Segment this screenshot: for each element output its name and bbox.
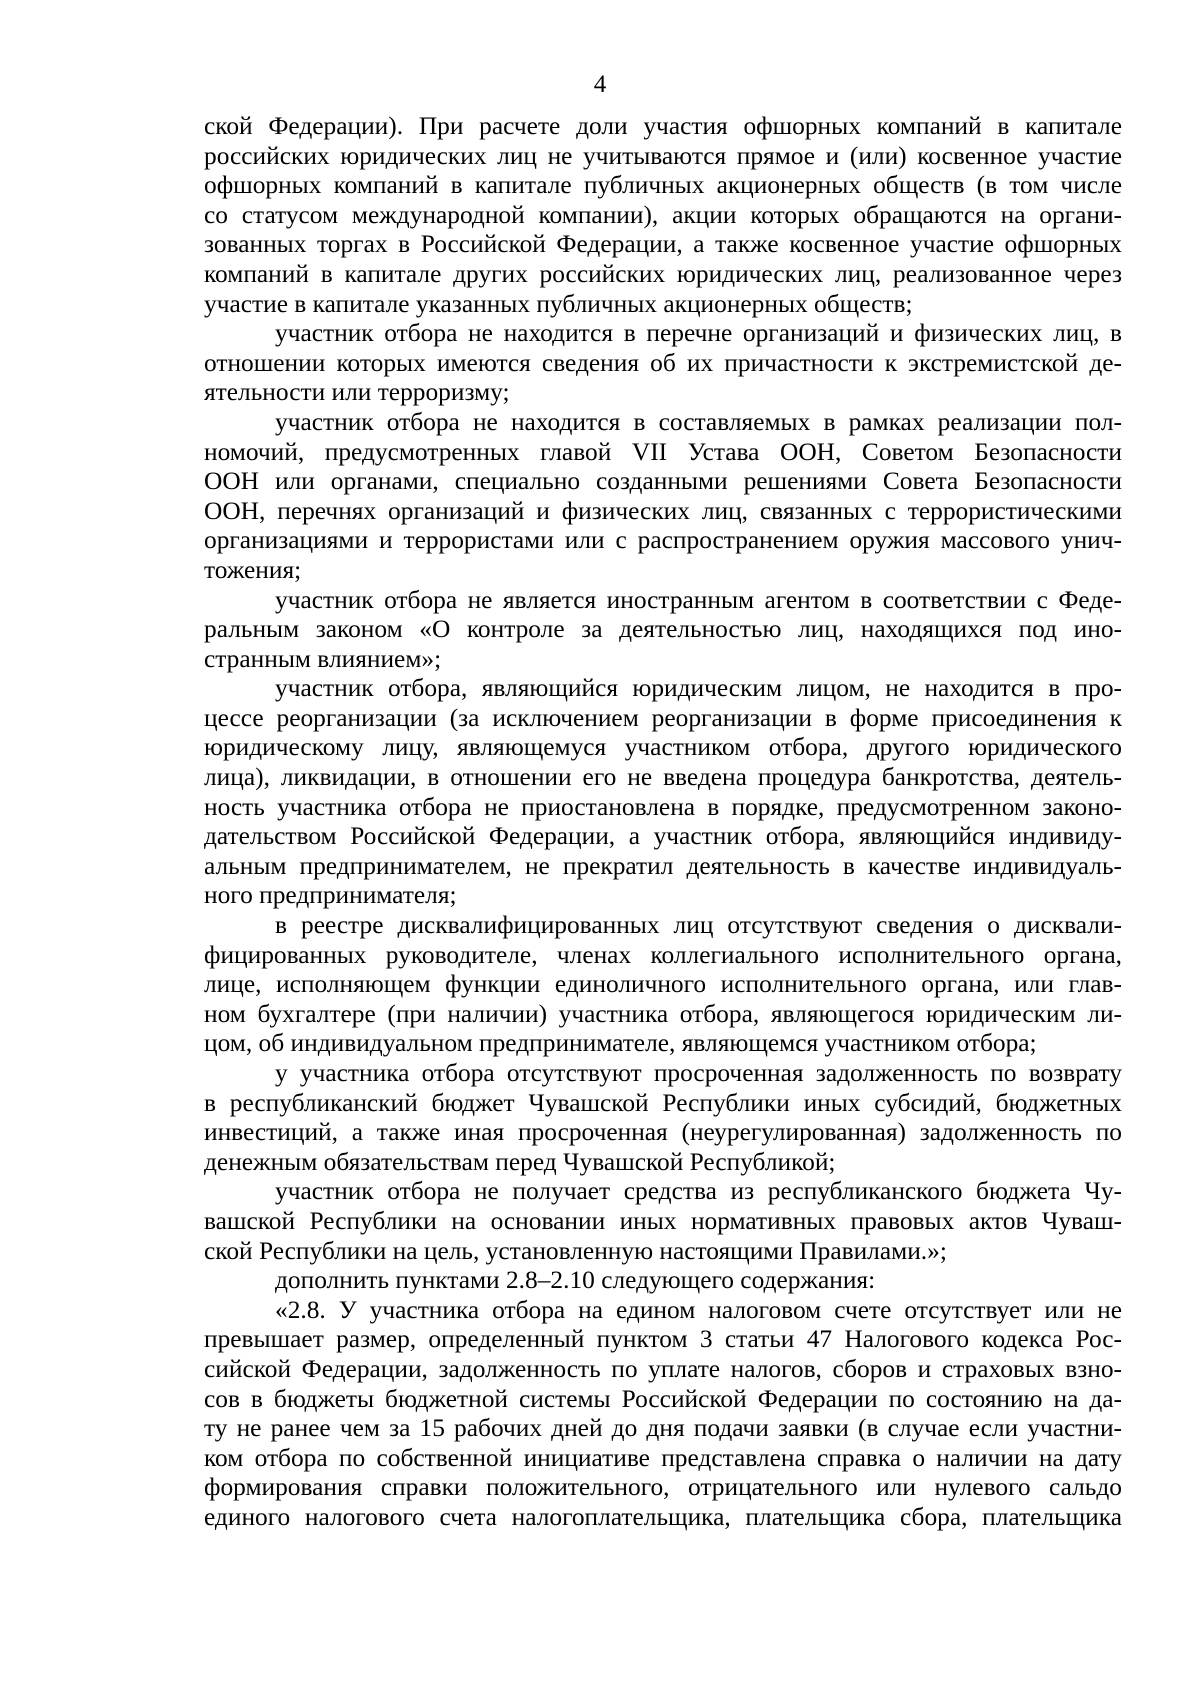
text-line: единого налогового счета налогоплательщика, плательщика сбора, плательщика bbox=[204, 1502, 1122, 1531]
text-line: вашской Республики на основании иных нормативных правовых актов Чуваш- bbox=[204, 1206, 1122, 1235]
text-line: формирования справки положительного, отрицательного или нулевого сальдо bbox=[204, 1473, 1122, 1502]
text-line: участник отбора, являющийся юридическим лицом, не находится в про- bbox=[275, 674, 1122, 703]
text-line: ской Республики на цель, установленную настоящими Правилами.»; bbox=[204, 1236, 947, 1265]
text-line: ятельности или терроризму; bbox=[204, 378, 510, 407]
text-line: альным предпринимателем, не прекратил деятельность в качестве индивидуаль- bbox=[204, 851, 1122, 880]
text-line: организациями и террористами или с распространением оружия массового унич- bbox=[204, 526, 1122, 555]
text-line: ком отбора по собственной инициативе представлена справка о наличии на дату bbox=[204, 1443, 1122, 1472]
text-line: «2.8. У участника отбора на едином налоговом счете отсутствует или не bbox=[275, 1295, 1122, 1324]
text-line: ном бухгалтере (при наличии) участника отбора, являющегося юридическим ли- bbox=[204, 999, 1122, 1028]
text-line: участник отбора не находится в перечне организаций и физических лиц, в bbox=[275, 319, 1122, 348]
text-line: ООН или органами, специально созданными решениями Совета Безопасности bbox=[204, 467, 1122, 496]
text-line: ность участника отбора не приостановлена в порядке, предусмотренном законо- bbox=[204, 792, 1122, 821]
text-line: лице, исполняющем функции единоличного исполнительного органа, или глав- bbox=[204, 970, 1122, 999]
text-line: участие в капитале указанных публичных акционерных обществ; bbox=[204, 289, 913, 318]
text-line: ральным законом «О контроле за деятельностью лиц, находящихся под ино- bbox=[204, 615, 1122, 644]
text-line: юридическому лицу, являющемуся участником отбора, другого юридического bbox=[204, 733, 1122, 762]
text-line: ской Федерации). При расчете доли участия офшорных компаний в капитале bbox=[204, 112, 1122, 140]
text-line: у участника отбора отсутствуют просроченная задолженность по возврату bbox=[275, 1059, 1122, 1087]
text-line: дательством Российской Федерации, а участник отбора, являющийся индивиду- bbox=[204, 822, 1122, 851]
text-line: номочий, предусмотренных главой VII Устава ООН, Советом Безопасности bbox=[204, 437, 1122, 466]
text-line: отношении которых имеются сведения об их причастности к экстремистской де- bbox=[204, 348, 1122, 377]
text-line: со статусом международной компании), акции которых обращаются на органи- bbox=[204, 200, 1122, 229]
text-line: участник отбора не находится в составляемых в рамках реализации пол- bbox=[275, 407, 1122, 436]
text-line: странным влиянием»; bbox=[204, 644, 442, 673]
document-body bbox=[204, 112, 1122, 1533]
text-line: тожения; bbox=[204, 555, 302, 584]
text-line: дополнить пунктами 2.8–2.10 следующего содержания: bbox=[275, 1266, 876, 1295]
text-line: ООН, перечнях организаций и физических лиц, связанных с террористическими bbox=[204, 496, 1122, 525]
text-line: в республиканский бюджет Чувашской Республики иных субсидий, бюджетных bbox=[204, 1088, 1122, 1117]
text-line: участник отбора не является иностранным агентом в соответствии с Феде- bbox=[275, 585, 1122, 614]
text-line: компаний в капитале других российских юридических лиц, реализованное через bbox=[204, 259, 1122, 288]
text-line: лица), ликвидации, в отношении его не введена процедура банкротства, деятель- bbox=[204, 763, 1122, 792]
text-line: офшорных компаний в капитале публичных акционерных обществ (в том числе bbox=[204, 171, 1122, 200]
text-line: зованных торгах в Российской Федерации, а также косвенное участие офшорных bbox=[204, 230, 1122, 259]
text-line: сийской Федерации, задолженность по уплате налогов, сборов и страховых взно- bbox=[204, 1354, 1122, 1383]
text-line: цом, об индивидуальном предпринимателе, являющемся участником отбора; bbox=[204, 1029, 1037, 1058]
text-line: сов в бюджеты бюджетной системы Российской Федерации по состоянию на да- bbox=[204, 1384, 1122, 1413]
text-line: цессе реорганизации (за исключением реорганизации в форме присоединения к bbox=[204, 703, 1122, 732]
text-line: фицированных руководителе, членах коллегиального исполнительного органа, bbox=[204, 940, 1122, 969]
text-line: инвестиций, а также иная просроченная (неурегулированная) задолженность по bbox=[204, 1118, 1122, 1147]
text-line: российских юридических лиц не учитываются прямое и (или) косвенное участие bbox=[204, 141, 1122, 170]
text-line: в реестре дисквалифицированных лиц отсутствуют сведения о дисквали- bbox=[275, 911, 1122, 940]
text-line: ту не ранее чем за 15 рабочих дней до дня подачи заявки (в случае если участни- bbox=[204, 1414, 1122, 1443]
text-line: участник отбора не получает средства из республиканского бюджета Чу- bbox=[275, 1177, 1122, 1206]
text-line: денежным обязательствам перед Чувашской Республикой; bbox=[204, 1147, 836, 1176]
text-line: ного предпринимателя; bbox=[204, 881, 457, 910]
text-line: превышает размер, определенный пунктом 3 статьи 47 Налогового кодекса Рос- bbox=[204, 1325, 1122, 1354]
page-number: 4 bbox=[593, 71, 607, 98]
